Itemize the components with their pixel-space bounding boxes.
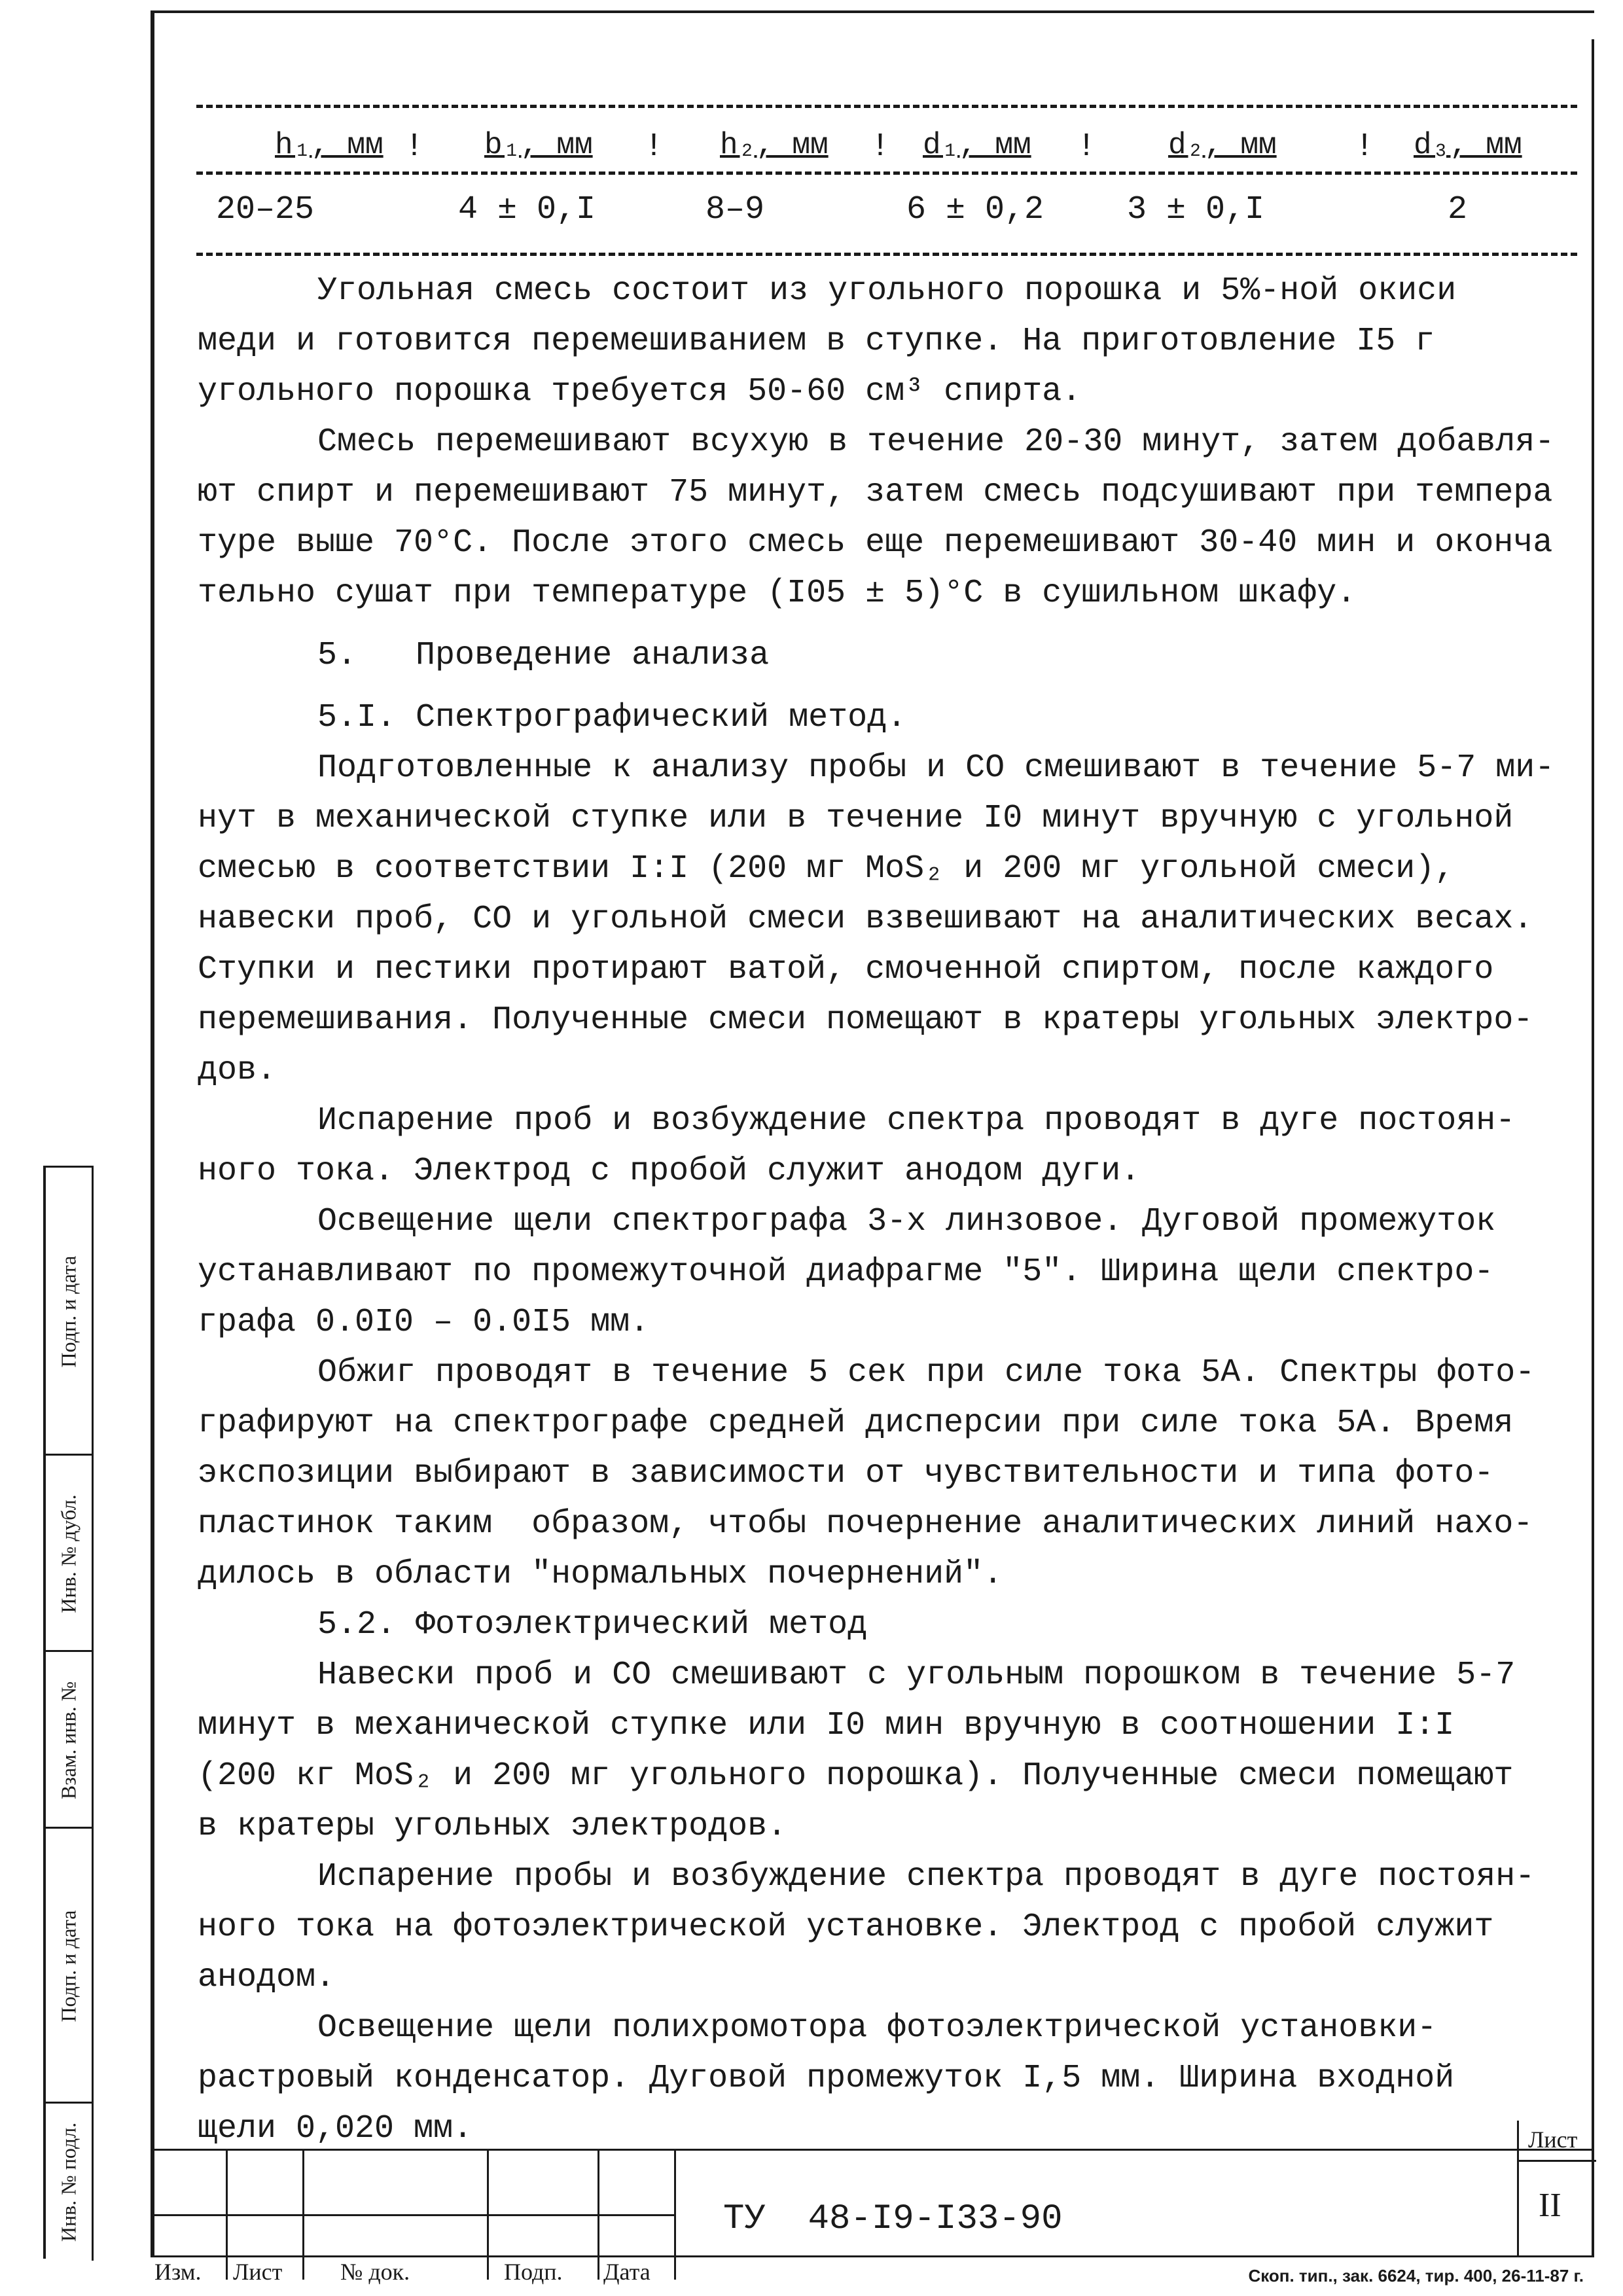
stamp-cell: [46, 1454, 94, 1652]
text-line: смесью в соответствии I:I (200 мг MoS₂ и 200 мг угольной смеси),: [198, 850, 1455, 888]
text-line: пластинок таким образом, чтобы почернение аналитических линий нахо-: [198, 1505, 1533, 1543]
title-block-rule: [151, 2255, 1594, 2257]
subsection-heading: 5.I. Спектрографический метод.: [317, 699, 907, 736]
table-header-b1: b₁, мм: [484, 128, 593, 162]
text-line: Ступки и пестики протирают ватой, смоченной спиртом, после каждого: [198, 951, 1494, 988]
text-line: экспозиции выбирают в зависимости от чувствительности и типа фото-: [198, 1455, 1494, 1492]
title-block-rule: [151, 2214, 674, 2216]
text-line: ного тока. Электрод с пробой служит анодом дуги.: [198, 1153, 1141, 1190]
text-line: Освещение щели полихромотора фотоэлектрической установки-: [317, 2009, 1437, 2047]
title-block-divider: [674, 2149, 676, 2280]
printer-mark: Скоп. тип., зак. 6624, тир. 400, 26-11-87 г.: [1248, 2266, 1584, 2286]
stamp-label: Инв. № дубл.: [56, 1494, 80, 1613]
text-line: ют спирт и перемешивают 75 минут, затем смесь подсушивают при темпера: [198, 474, 1553, 511]
label-change: Изм.: [154, 2259, 202, 2285]
stamp-label: Подп. и дата: [56, 1255, 80, 1368]
stamp-cell: [46, 1650, 94, 1829]
stamp-cell: [46, 1827, 94, 2104]
text-line: Смесь перемешивают всухую в течение 20-30 минут, затем добавля-: [317, 423, 1555, 461]
stamp-label: Взам. инв. №: [56, 1681, 80, 1800]
document-number: ТУ 48-I9-I33-90: [723, 2199, 1063, 2239]
stamp-cell: [46, 1166, 94, 1456]
sheet-number-box: [1517, 2121, 1596, 2255]
table-header-d2: d₂, мм: [1168, 128, 1277, 162]
page-frame-top: [151, 10, 1594, 13]
text-line: Испарение пробы и возбуждение спектра проводят в дуге постоян-: [317, 1858, 1535, 1895]
sheet-box-rule: [1519, 2160, 1596, 2162]
table-separator: !: [404, 128, 425, 166]
stamp-label: Подп. и дата: [56, 1910, 80, 2022]
table-value-d1: 6 ± 0,2: [906, 191, 1044, 228]
section-heading: 5. Проведение анализа: [317, 637, 770, 674]
text-line: в кратеры угольных электродов.: [198, 1808, 787, 1845]
table-separator: !: [644, 128, 664, 166]
table-rule-top: [196, 105, 1577, 108]
text-line: дилось в области "нормальных почернений".: [198, 1556, 1003, 1593]
text-line: Испарение проб и возбуждение спектра проводят в дуге постоян-: [317, 1102, 1516, 1139]
text-line: щели 0,020 мм.: [198, 2110, 473, 2147]
table-value-b1: 4 ± 0,I: [458, 191, 596, 228]
table-separator: !: [1355, 128, 1375, 166]
title-block-rule: [151, 2149, 1594, 2151]
text-line: тельно сушат при температуре (I05 ± 5)°С в сушильном шкафу.: [198, 575, 1357, 612]
text-line: ного тока на фотоэлектрической установке. Электрод с пробой служит: [198, 1909, 1494, 1946]
table-separator: !: [870, 128, 891, 166]
table-value-d2: 3 ± 0,I: [1127, 191, 1265, 228]
stamp-label: Инв. № подл.: [56, 2122, 80, 2242]
label-date: Дата: [603, 2259, 651, 2285]
text-line: перемешивания. Полученные смеси помещают в кратеры угольных электро-: [198, 1001, 1533, 1039]
table-value-h2: 8–9: [705, 191, 765, 228]
text-line: дов.: [198, 1052, 277, 1089]
text-line: графируют на спектрографе средней дисперсии при силе тока 5А. Время: [198, 1405, 1514, 1442]
table-header-h2: h₂, мм: [720, 128, 829, 162]
title-block-divider: [597, 2149, 599, 2280]
table-rule-bottom: [196, 253, 1577, 256]
text-line: анодом.: [198, 1959, 336, 1996]
title-block-divider: [226, 2149, 228, 2280]
text-line: Освещение щели спектрографа 3-х линзовое. Дуговой промежуток: [317, 1203, 1496, 1240]
text-line: минут в механической ступке или I0 мин вручную в соотношении I:I: [198, 1707, 1455, 1744]
text-line: устанавливают по промежуточной диафрагме "5". Ширина щели спектро-: [198, 1253, 1494, 1291]
page-frame-right: [1592, 39, 1594, 2257]
text-line: графа 0.0I0 – 0.0I5 мм.: [198, 1304, 650, 1341]
title-block-divider: [487, 2149, 489, 2280]
subsection-heading: 5.2. Фотоэлектрический метод: [317, 1606, 868, 1643]
text-line: (200 кг MoS₂ и 200 мг угольного порошка). Полученные смеси помещают: [198, 1757, 1514, 1795]
table-rule-middle: [196, 171, 1577, 175]
sheet-label: Лист: [1528, 2126, 1578, 2153]
sheet-number: II: [1539, 2187, 1561, 2224]
label-signature: Подп.: [504, 2259, 563, 2285]
label-sheet: Лист: [233, 2259, 283, 2285]
table-header-h1: h₁, мм: [275, 128, 383, 162]
table-header-d1: d₁, мм: [923, 128, 1031, 162]
text-line: Угольная смесь состоит из угольного порошка и 5%-ной окиси: [317, 272, 1457, 310]
text-line: Подготовленные к анализу пробы и СО смешивают в течение 5-7 ми-: [317, 749, 1555, 787]
text-line: нут в механической ступке или в течение I0 минут вручную с угольной: [198, 800, 1514, 837]
title-block-divider: [302, 2149, 304, 2280]
table-separator: !: [1077, 128, 1097, 166]
table-header-d3: d₃, мм: [1414, 128, 1522, 162]
text-line: туре выше 70°С. После этого смесь еще перемешивают 30-40 мин и оконча: [198, 524, 1553, 562]
text-line: меди и готовится перемешиванием в ступке. На приготовление I5 г: [198, 323, 1435, 360]
stamp-cell: [46, 2102, 94, 2261]
table-value-d3: 2: [1448, 191, 1468, 228]
table-value-h1: 20–25: [216, 191, 315, 228]
text-line: навески проб, СО и угольной смеси взвешивают на аналитических весах.: [198, 901, 1533, 938]
text-line: Обжиг проводят в течение 5 сек при силе тока 5А. Спектры фото-: [317, 1354, 1535, 1391]
text-line: растровый конденсатор. Дуговой промежуток I,5 мм. Ширина входной: [198, 2060, 1455, 2097]
label-doc-no: № док.: [340, 2259, 410, 2285]
text-line: Навески проб и СО смешивают с угольным порошком в течение 5-7: [317, 1657, 1516, 1694]
text-line: угольного порошка требуется 50-60 см³ спирта.: [198, 373, 1082, 410]
approval-stamp-strip: [43, 1166, 153, 2259]
